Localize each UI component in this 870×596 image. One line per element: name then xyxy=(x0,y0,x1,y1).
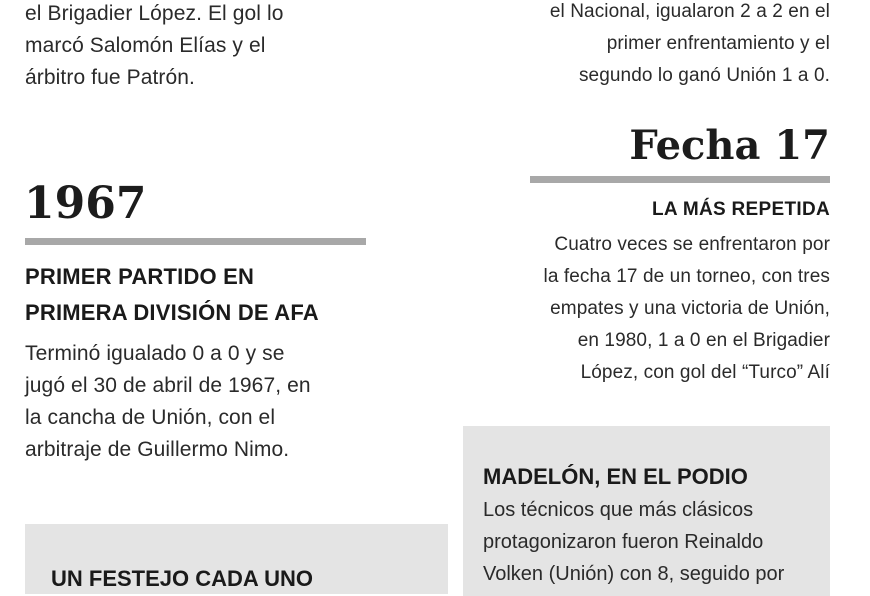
text-line: árbitro fue Patrón. xyxy=(25,66,195,89)
box-heading: UN FESTEJO CADA UNO xyxy=(51,566,313,591)
text-line: el Nacional, igualaron 2 a 2 en el xyxy=(549,1,830,22)
text-line: Terminó igualado 0 a 0 y se xyxy=(25,342,285,365)
text-line: Volken (Unión) con 8, seguido por xyxy=(483,563,785,585)
section-divider xyxy=(530,176,830,183)
text-line: Los técnicos que más clásicos xyxy=(483,499,754,521)
section-year-title: 1967 xyxy=(24,178,147,229)
text-line: el Brigadier López. El gol lo xyxy=(25,2,284,25)
text-line: la cancha de Unión, con el xyxy=(25,406,276,429)
section-heading xyxy=(25,259,385,331)
section-date-title: Fecha 17 xyxy=(629,122,830,169)
text-line: marcó Salomón Elías y el xyxy=(25,34,266,57)
text-line: en 1980, 1 a 0 en el Brigadier xyxy=(577,330,830,351)
sidebar-box-festejo xyxy=(25,524,448,594)
section-body xyxy=(490,229,830,389)
section-body xyxy=(25,338,365,466)
sidebar-box-madelon xyxy=(463,426,830,596)
text-line: Cuatro veces se enfrentaron por xyxy=(554,234,830,255)
text-line: la fecha 17 de un torneo, con tres xyxy=(543,266,830,287)
heading-line: PRIMER PARTIDO EN xyxy=(25,264,255,289)
section-divider xyxy=(25,238,366,245)
left-top-paragraph xyxy=(25,0,355,94)
text-line: López, con gol del “Turco” Alí xyxy=(580,362,830,383)
text-line: protagonizaron fueron Reinaldo xyxy=(483,531,764,553)
text-line: segundo lo ganó Unión 1 a 0. xyxy=(578,65,830,86)
heading-line: PRIMERA DIVISIÓN DE AFA xyxy=(25,300,319,325)
text-line: empates y una victoria de Unión, xyxy=(550,298,830,319)
text-line: jugó el 30 de abril de 1967, en xyxy=(25,374,311,397)
right-top-paragraph xyxy=(500,0,830,92)
text-line: arbitraje de Guillermo Nimo. xyxy=(25,438,290,461)
box-body xyxy=(483,494,784,590)
section-heading: LA MÁS REPETIDA xyxy=(652,199,830,220)
text-line: primer enfrentamiento y el xyxy=(606,33,830,54)
box-heading: MADELÓN, EN EL PODIO xyxy=(483,464,748,489)
